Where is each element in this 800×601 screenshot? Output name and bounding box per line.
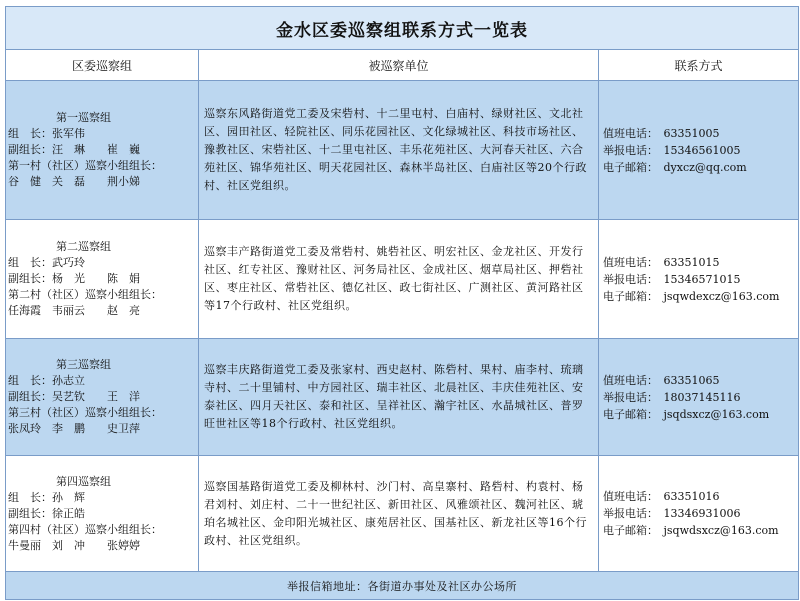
group-deputy: 副组长：徐正皓 xyxy=(8,506,85,520)
inspected-units: 巡察东风路街道党工委及宋砦村、十二里屯村、白庙村、绿财社区、文北社区、园田社区、轻院社区、同乐花园社区、文化绿城社区、科技市场社区、豫教社区、宋砦社区、十二里屯社区、丰乐花苑社区、大河春天社区、六合苑社区、锦华苑社区、明天花园社区、森林半岛社区、白庙社区等20个行政村、社区党组织。 xyxy=(204,107,587,192)
inspected-units: 巡察丰产路街道党工委及常砦村、姚砦社区、明宏社区、金龙社区、开发行社区、红专社区、豫财社区、河务局社区、金成社区、烟草局社区、押砦社区、枣庄社区、常砦社区、德亿社区、政七街社区、广测社区、黄河路社区等17个行政村、社区党组织。 xyxy=(204,245,584,312)
sub-group-title: 第四村（社区）巡察小组组长： xyxy=(8,522,162,536)
email: 电子邮箱： dyxcz@qq.com xyxy=(603,160,747,174)
group-deputy: 副组长：吴艺钦 王 洋 xyxy=(8,390,140,403)
report-phone: 举报电话： 15346561005 xyxy=(603,143,741,157)
table-row xyxy=(6,456,798,572)
table-title: 金水区委巡察组联系方式一览表 xyxy=(6,7,798,50)
sub-group-members: 牛曼丽 刘 冲 张婷婷 xyxy=(8,538,140,552)
report-phone: 举报电话： 18037145116 xyxy=(603,390,741,404)
sub-group-members: 谷 健 关 磊 荆小娣 xyxy=(8,175,140,188)
duty-phone: 值班电话： 63351016 xyxy=(603,490,720,503)
email: 电子邮箱： jsqwdsxcz@163.com xyxy=(603,524,779,537)
contact-cell xyxy=(598,220,798,338)
contact-table xyxy=(5,6,799,600)
header-row xyxy=(6,50,798,81)
group-deputy: 副组长：汪 琳 崔 巍 xyxy=(8,143,140,156)
email: 电子邮箱： jsqdsxcz@163.com xyxy=(603,407,770,421)
sub-group-title: 第一村（社区）巡察小组组长： xyxy=(8,159,162,172)
sub-group-members: 任海霞 韦丽云 赵 亮 xyxy=(8,304,140,317)
header-group: 区委巡察组 xyxy=(71,58,132,73)
table-row xyxy=(6,339,798,456)
contact-cell xyxy=(598,456,798,571)
report-mailbox-footer: 举报信箱地址：各街道办事处及社区办公场所 xyxy=(6,572,798,599)
sub-group-title: 第三村（社区）巡察小组组长： xyxy=(8,406,162,419)
sub-group-members: 张凤玲 李 鹏 史卫萍 xyxy=(8,422,140,435)
inspected-units: 巡察丰庆路街道党工委及张家村、西史赵村、陈砦村、果村、庙李村、琉璃寺村、二十里铺村、中方园社区、瑞丰社区、北晨社区、丰庆佳苑社区、安泰社区、四月天社区、泰和社区、呈祥社区、瀚宇社区、水晶城社区、普罗旺世社区等18个行政村、社区党组织。 xyxy=(204,363,584,430)
units-cell xyxy=(198,81,598,219)
group-leader: 组 长：武巧玲 xyxy=(8,256,85,269)
units-cell xyxy=(198,456,598,571)
units-cell xyxy=(198,220,598,338)
report-phone: 举报电话： 15346571015 xyxy=(603,272,741,286)
duty-phone: 值班电话： 63351005 xyxy=(603,126,720,140)
contact-cell xyxy=(598,81,798,219)
group-cell xyxy=(6,339,198,455)
group-cell xyxy=(6,220,198,338)
group-name: 第三巡察组 xyxy=(56,358,111,371)
duty-phone: 值班电话： 63351065 xyxy=(603,373,720,387)
header-contact: 联系方式 xyxy=(598,50,798,80)
units-cell xyxy=(198,339,598,455)
group-name: 第一巡察组 xyxy=(56,111,111,124)
group-leader: 组 长：孙 辉 xyxy=(8,490,85,504)
sub-group-title: 第二村（社区）巡察小组组长： xyxy=(8,288,162,301)
group-name: 第四巡察组 xyxy=(56,474,111,488)
group-cell xyxy=(6,81,198,219)
group-deputy: 副组长：杨 光 陈 娟 xyxy=(8,272,140,285)
header-units: 被巡察单位 xyxy=(198,50,598,80)
contact-cell xyxy=(598,339,798,455)
email: 电子邮箱： jsqwdexcz@163.com xyxy=(603,289,780,303)
group-leader: 组 长：张军伟 xyxy=(8,127,85,140)
group-leader: 组 长：孙志立 xyxy=(8,374,85,387)
duty-phone: 值班电话： 63351015 xyxy=(603,255,720,269)
table-row xyxy=(6,81,798,220)
report-phone: 举报电话： 13346931006 xyxy=(603,507,741,520)
table-row xyxy=(6,220,798,339)
inspected-units: 巡察国基路街道党工委及柳林村、沙门村、高皇寨村、路砦村、杓袁村、杨君刘村、刘庄村、二十一世纪社区、新田社区、风雅颂社区、魏河社区、琥珀名城社区、金印阳光城社区、康苑居社区、国基社区、新龙社区等16个行政村、社区党组织。 xyxy=(204,479,587,547)
group-cell xyxy=(6,456,198,571)
group-name: 第二巡察组 xyxy=(56,240,111,253)
